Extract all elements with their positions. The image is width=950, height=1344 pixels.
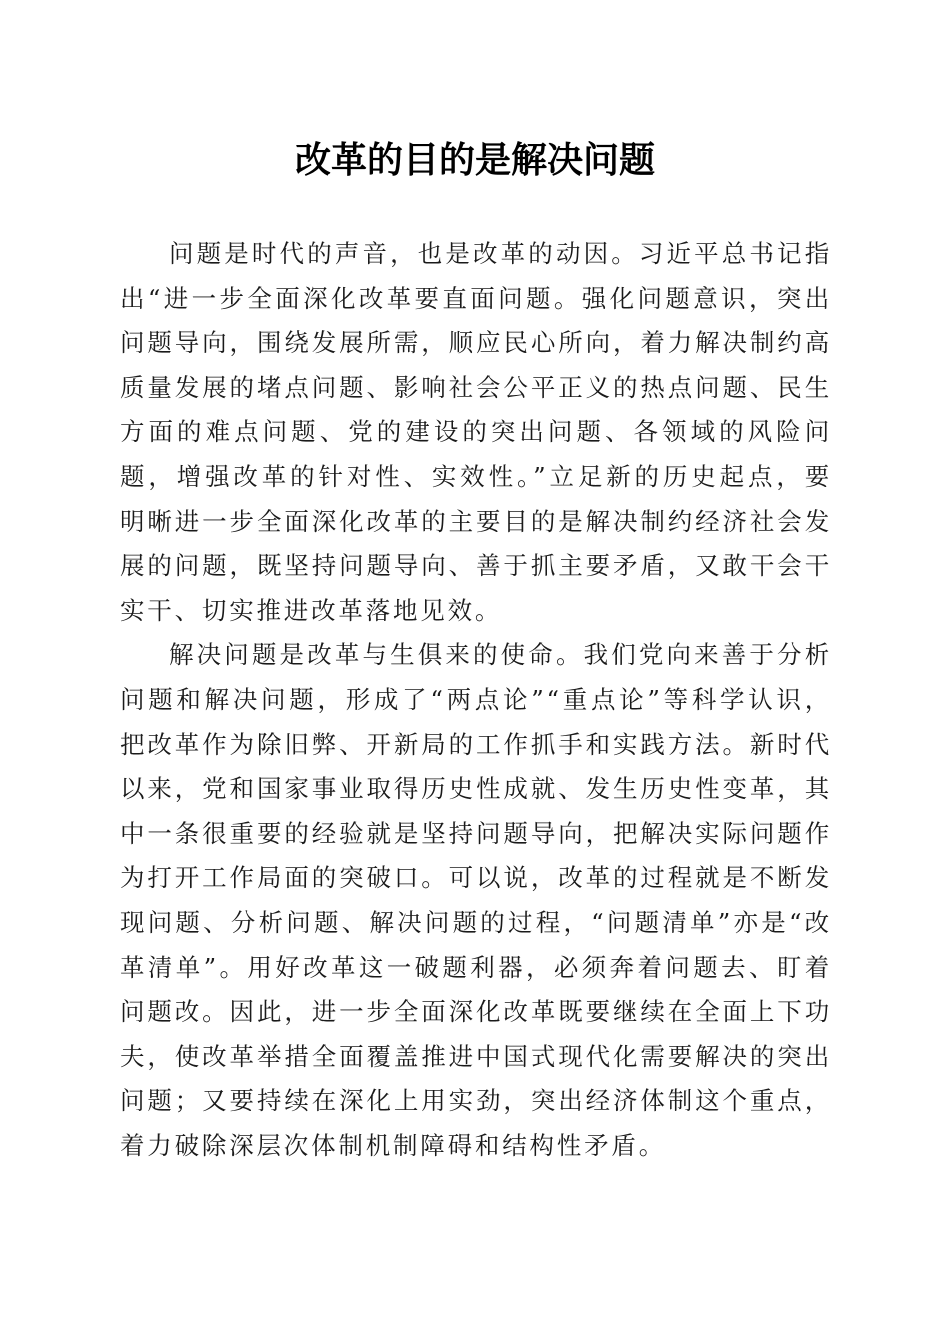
- document-title: 改革的目的是解决问题: [294, 139, 655, 181]
- paragraph-1: 问题是时代的声音，也是改革的动因。习近平总书记指出“进一步全面深化改革要直面问题。强化问题意识，突出问题导向，围绕发展所需，顺应民心所向，着力解决制约高质量发展的堵点问题、影响社会公平正义的热点问题、民生方面的难点问题、党的建设的突出问题、各领域的风险问题，增强改革的针对性、实效性。”立足新的历史起点，要明晰进一步全面深化改革的主要目的是解决制约经济社会发展的问题，既坚持问题导向、善于抓主要矛盾，又敢干会干实干、切实推进改革落地见效。: [120, 239, 832, 625]
- paragraph-2: 解决问题是改革与生俱来的使命。我们党向来善于分析问题和解决问题，形成了“两点论”“重点论”等科学认识，把改革作为除旧弊、开新局的工作抓手和实践方法。新时代以来，党和国家事业取得历史性成就、发生历史性变革，其中一条很重要的经验就是坚持问题导向，把解决实际问题作为打开工作局面的突破口。可以说，改革的过程就是不断发现问题、分析问题、解决问题的过程，“问题清单”亦是“改革清单”。用好改革这一破题利器，必须奔着问题去、盯着问题改。因此，进一步全面深化改革既要继续在全面上下功夫，使改革举措全面覆盖推进中国式现代化需要解决的突出问题；又要持续在深化上用实劲，突出经济体制这个重点，着力破除深层次体制机制障碍和结构性矛盾。: [120, 640, 832, 1160]
- document-body: [120, 232, 832, 1168]
